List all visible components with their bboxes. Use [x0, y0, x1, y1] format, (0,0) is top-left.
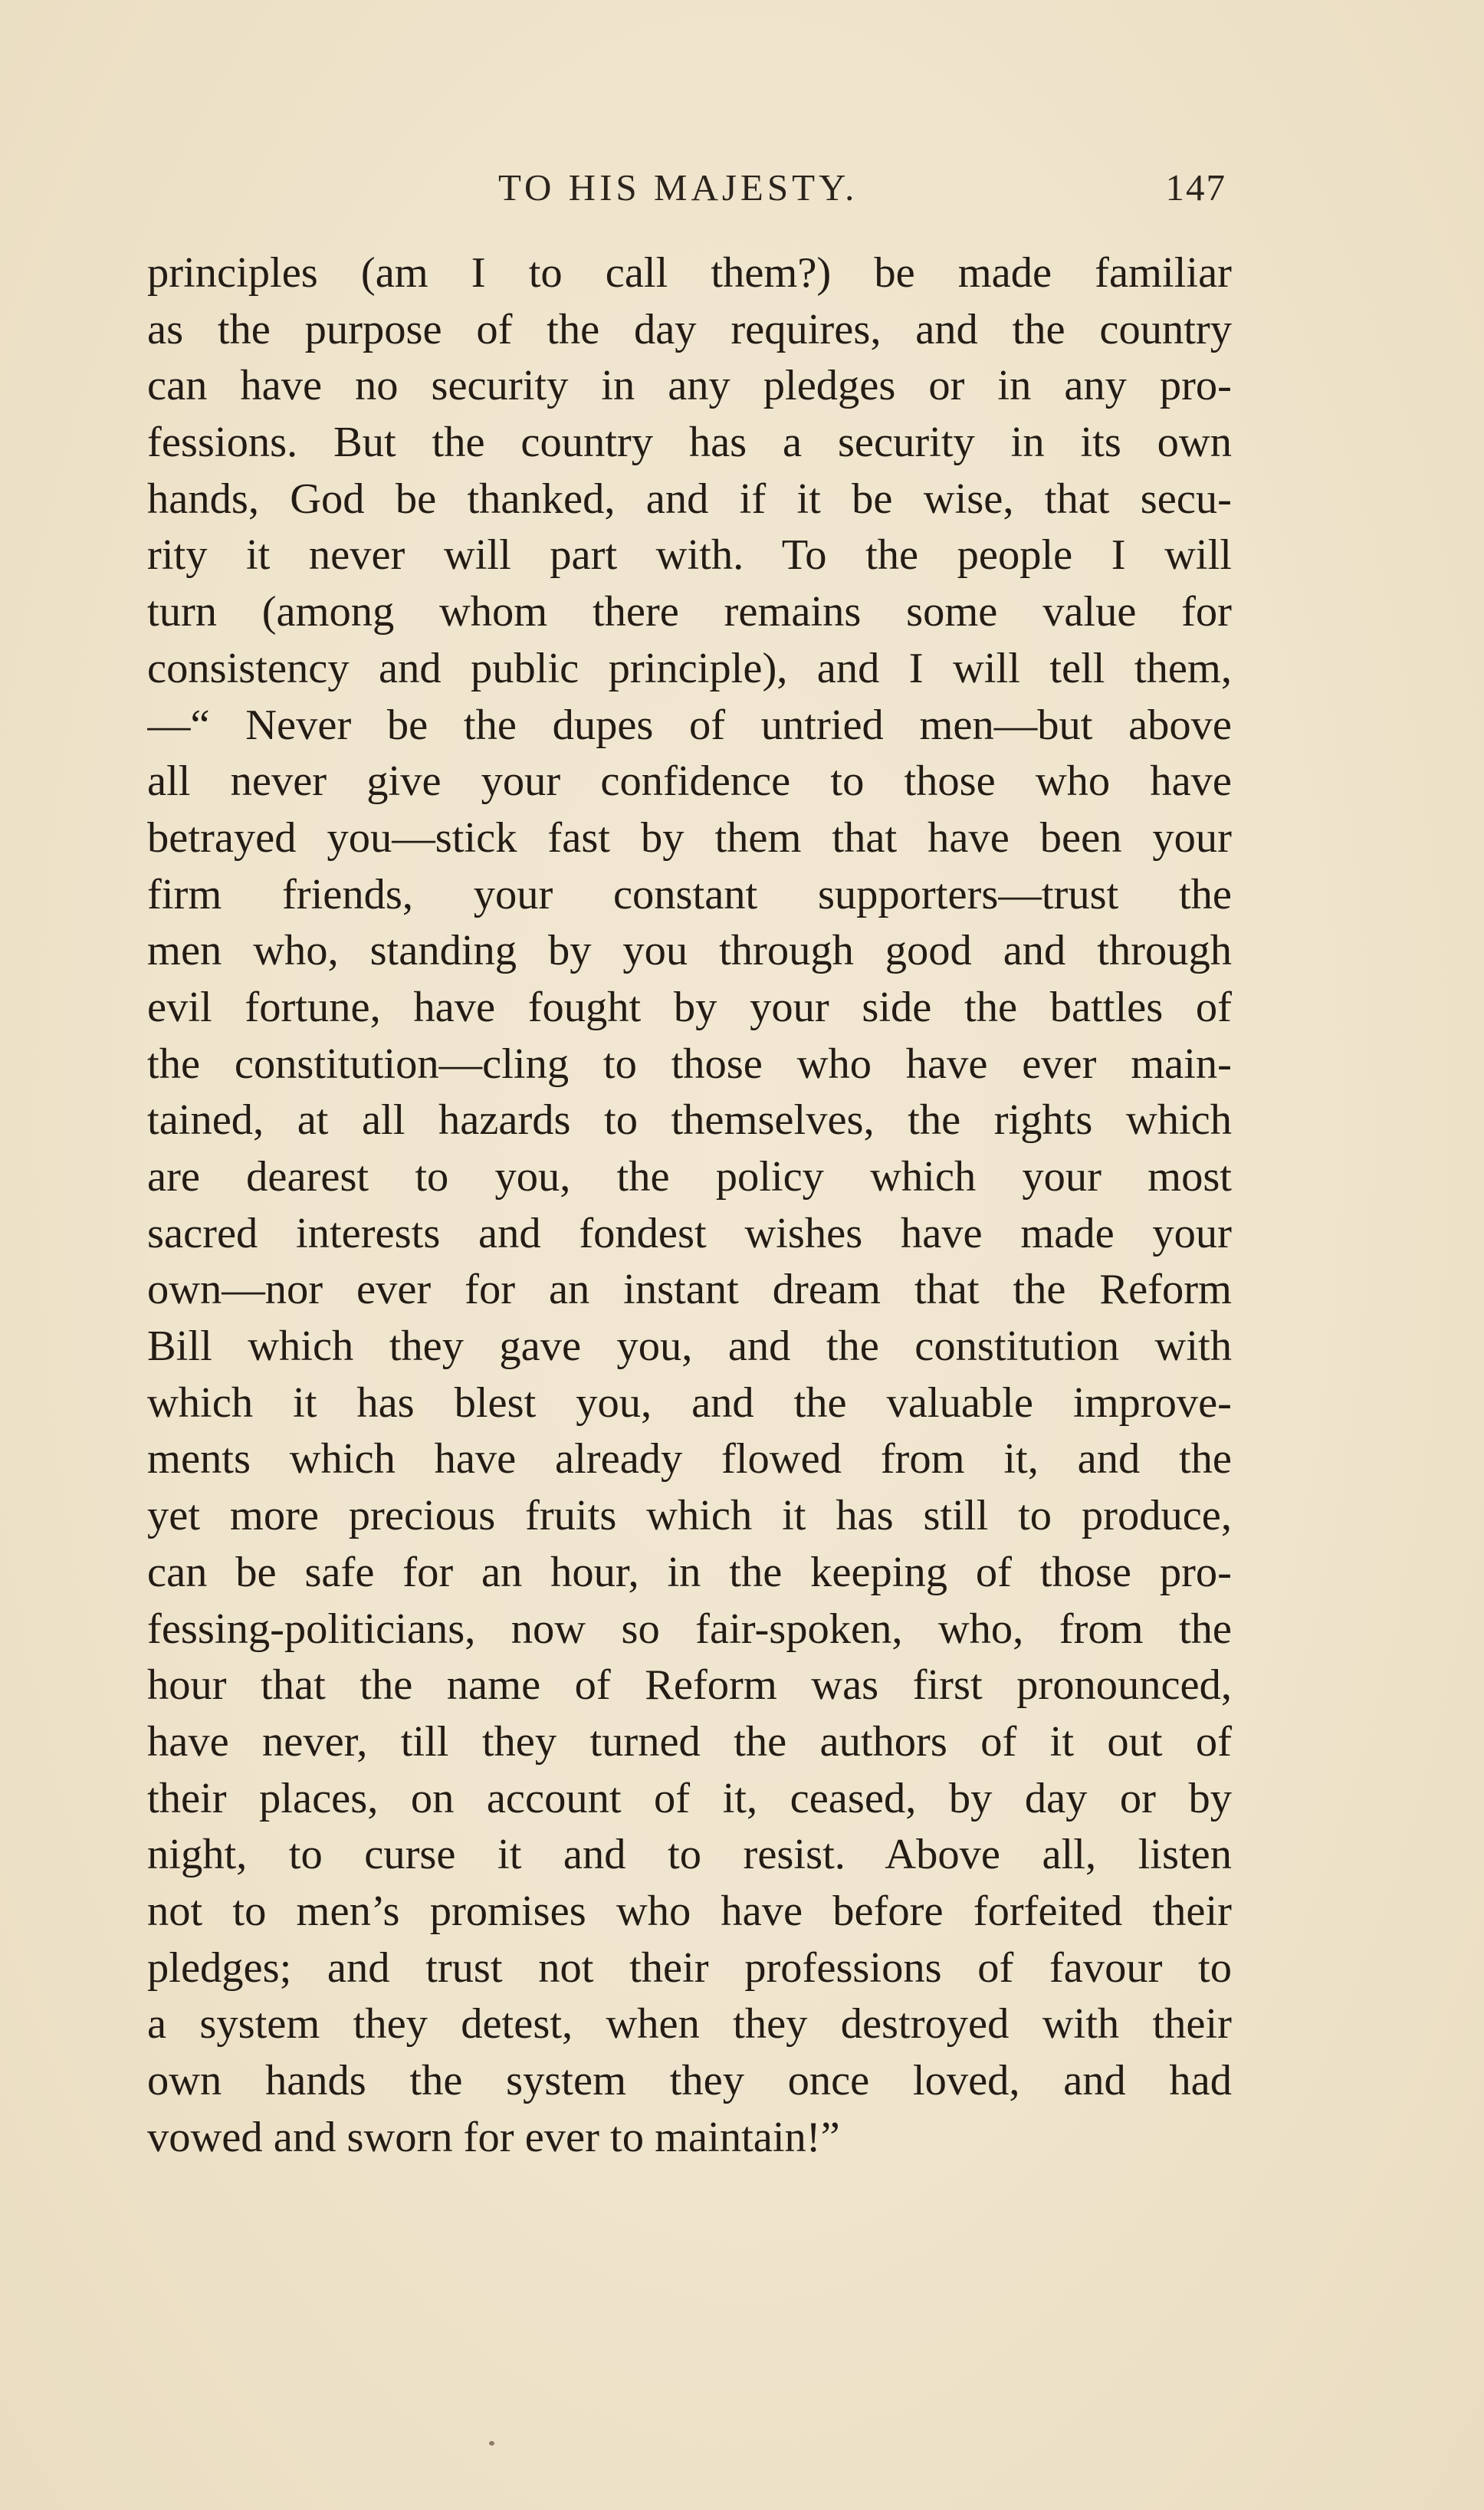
text-line: ments which have already flowed from it, and the — [147, 1435, 1232, 1483]
text-line: night, to curse it and to resist. Above all, listen — [147, 1831, 1232, 1879]
text-line: the constitution—cling to those who have ever main- — [147, 1040, 1232, 1088]
text-line: principles (am I to call them?) be made familiar — [147, 249, 1232, 297]
text-line: betrayed you—stick fast by them that have been your — [147, 813, 1232, 862]
text-line: consistency and public principle), and I will tell them, — [147, 644, 1232, 692]
text-line: evil fortune, have fought by your side the battles of — [147, 983, 1232, 1031]
text-line: own—nor ever for an instant dream that the Reform — [147, 1266, 1232, 1314]
text-line: hour that the name of Reform was first pronounced, — [147, 1661, 1232, 1710]
running-title: TO HIS MAJESTY. — [498, 166, 859, 209]
text-line: sacred interests and fondest wishes have made your — [147, 1209, 1232, 1257]
text-line: can have no security in any pledges or in any pro- — [147, 362, 1232, 410]
text-line: a system they detest, when they destroyed with their — [147, 2000, 1232, 2048]
running-head — [149, 161, 1226, 215]
text-line: turn (among whom there remains some value for — [147, 588, 1232, 636]
text-line: vowed and sworn for ever to maintain!” — [147, 2113, 840, 2161]
text-line: as the purpose of the day requires, and the country — [147, 305, 1232, 353]
text-line: —“ Never be the dupes of untried men—but above — [147, 701, 1232, 749]
text-line: hands, God be thanked, and if it be wise, that secu- — [147, 475, 1232, 523]
text-line: are dearest to you, the policy which your most — [147, 1153, 1232, 1201]
text-line: yet more precious fruits which it has still to produce, — [147, 1492, 1232, 1540]
text-line: men who, standing by you through good and through — [147, 927, 1232, 975]
text-line: not to men’s promises who have before forfeited their — [147, 1887, 1232, 1935]
text-line: rity it never will part with. To the people I will — [147, 531, 1232, 580]
text-line: fessing-politicians, now so fair-spoken, who, from the — [147, 1605, 1232, 1653]
text-line: have never, till they turned the authors of it out of — [147, 1717, 1232, 1766]
page-number: 147 — [1165, 166, 1226, 209]
text-line: firm friends, your constant supporters—trust the — [147, 870, 1232, 918]
text-line: which it has blest you, and the valuable improve- — [147, 1378, 1232, 1427]
body-text — [147, 245, 1232, 2166]
text-line: pledges; and trust not their professions of favour to — [147, 1943, 1232, 1992]
text-line: own hands the system they once loved, and had — [147, 2057, 1232, 2104]
text-line: their places, on account of it, ceased, by day or by — [147, 1774, 1232, 1822]
text-line: fessions. But the country has a security in its own — [147, 419, 1232, 467]
text-line: tained, at all hazards to themselves, the rights which — [147, 1096, 1232, 1145]
text-line: Bill which they gave you, and the constitution with — [147, 1322, 1232, 1371]
paper-speck — [489, 2441, 494, 2446]
text-line: can be safe for an hour, in the keeping of those pro- — [147, 1548, 1232, 1596]
text-line: all never give your confidence to those who have — [147, 757, 1232, 806]
